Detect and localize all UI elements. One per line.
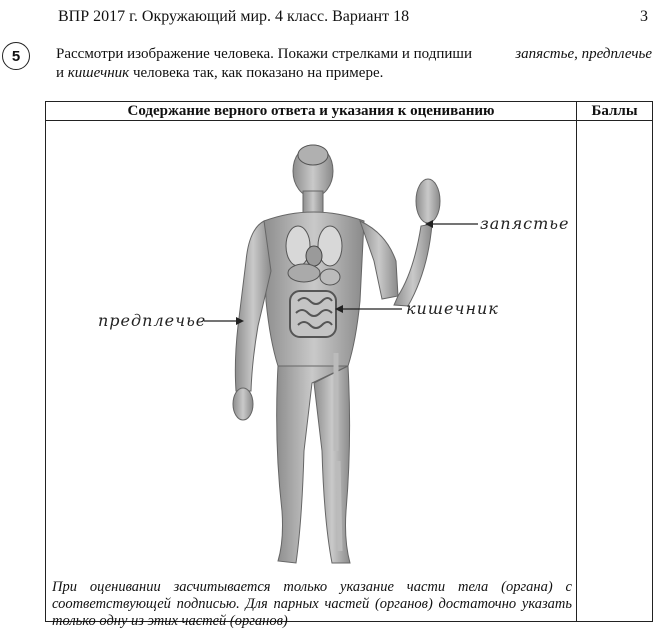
human-body-figure	[46, 121, 576, 621]
page-number: 3	[640, 8, 648, 25]
score-cell	[577, 121, 653, 622]
forearm-annotation	[98, 311, 244, 330]
task-text-part2: человека так, как показано на примере.	[129, 65, 384, 81]
wrist-annotation	[425, 214, 569, 233]
task-number-badge: 5	[2, 42, 30, 70]
task-and: и	[56, 65, 68, 81]
brain-shape	[298, 145, 328, 165]
table-header-content: Содержание верного ответа и указания к оцениванию	[46, 102, 577, 121]
label-forearm: предплечье	[98, 311, 207, 330]
task-line-2	[56, 64, 652, 83]
term-forearm: предплечье	[581, 46, 652, 62]
grading-note: При оценивании засчитывается только указание части тела (органа) с соответствующей подписью. Для парных частей (органов) достаточно указать только одну из этих частей (органов)	[52, 579, 572, 629]
label-intestine: кишечник	[406, 299, 499, 318]
stomach-shape	[320, 269, 340, 285]
task-text-part1: Рассмотри изображение человека. Покажи стрелками и подпиши	[56, 46, 472, 62]
liver-shape	[288, 264, 320, 282]
task-comma: ,	[574, 46, 582, 62]
task-text	[56, 45, 652, 83]
table-header-score: Баллы	[577, 102, 653, 121]
term-intestine: кишечник	[67, 65, 130, 81]
page-header-title: ВПР 2017 г. Окружающий мир. 4 класс. Вариант 18	[58, 8, 410, 25]
answer-cell	[46, 121, 577, 629]
label-wrist: запястье	[480, 214, 570, 233]
answer-table	[45, 101, 653, 629]
heart-shape	[306, 246, 322, 266]
intestine-shape	[290, 291, 336, 337]
task-line-1	[56, 45, 652, 64]
term-wrist: запястье	[515, 46, 575, 62]
